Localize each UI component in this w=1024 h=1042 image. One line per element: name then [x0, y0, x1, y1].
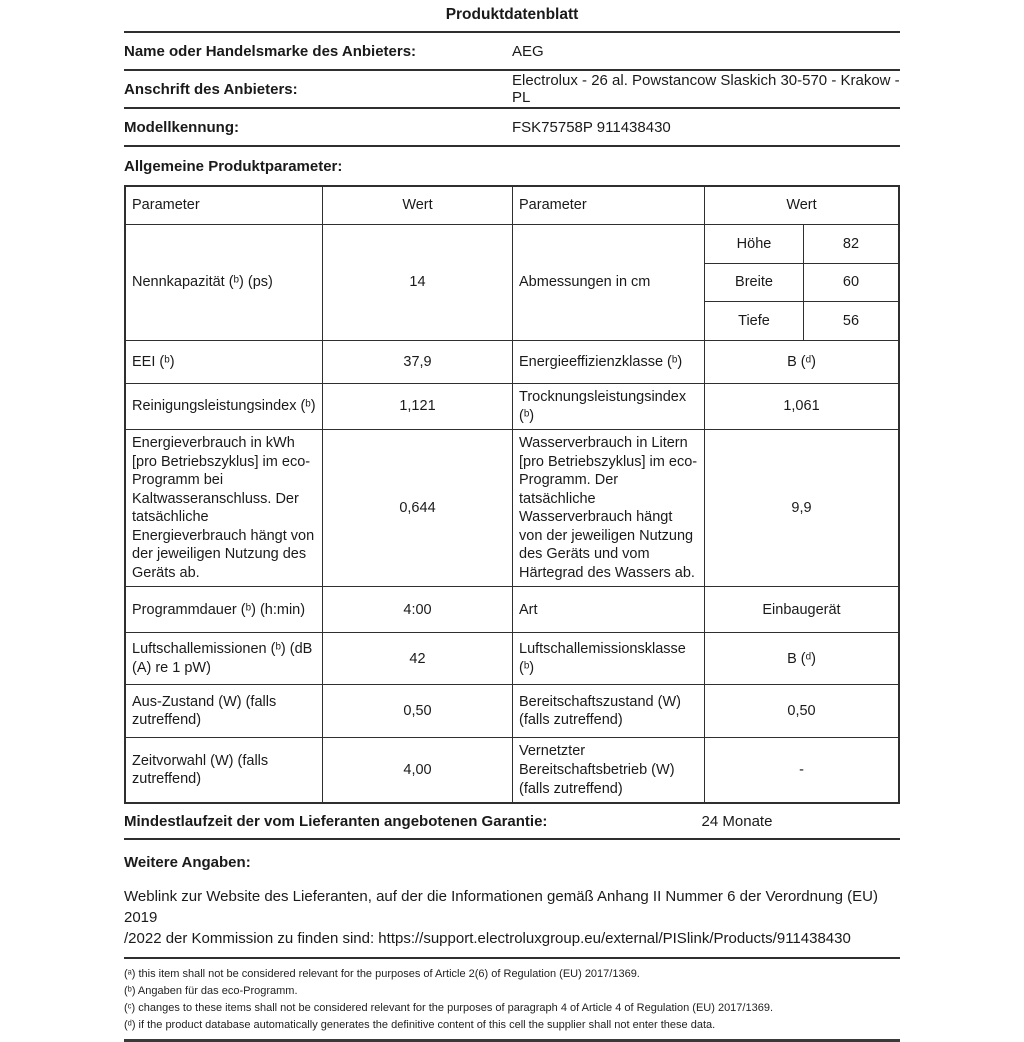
standby-value: 0,50: [704, 685, 898, 737]
drying-index-label: Trocknungsleistungsindex (ᵇ): [512, 384, 704, 429]
supplier-address-label: Anschrift des Anbieters:: [124, 80, 298, 98]
header-wert-left: Wert: [322, 187, 512, 224]
capacity-label: Nennkapazität (ᵇ) (ps): [132, 274, 273, 291]
supplier-address-value: Electrolux - 26 al. Powstancow Slaskich 30-570 - Krakow - PL: [512, 72, 900, 106]
model-identifier-label: Modellkennung:: [124, 118, 239, 136]
supplier-weblink-text: [124, 886, 900, 959]
table-header-row: [126, 187, 898, 224]
guarantee-row: [124, 804, 900, 840]
footnote-d: (ᵈ) if the product database automatically generates the definitive content of this cell the supplier shall not enter these data.: [124, 1019, 716, 1032]
table-row-capacity: [126, 224, 898, 340]
page-title: Produktdatenblatt: [124, 6, 900, 33]
guarantee-label: Mindestlaufzeit der vom Lieferanten angebotenen Garantie:: [124, 812, 548, 830]
dimension-depth-label: Tiefe: [705, 302, 804, 340]
footnote-a: (ᵃ) this item shall not be considered relevant for the purposes of Article 2(6) of Regulation (EU) 2017/1369.: [124, 968, 640, 981]
footnote-c: (ᶜ) changes to these items shall not be considered relevant for the purposes of paragraph 4 of Article 4 of Regulation (EU) 2017/1369.: [124, 1002, 773, 1015]
delay-start-value: 4,00: [322, 738, 512, 802]
dimension-row-width: [705, 263, 898, 302]
parameters-table: [124, 185, 900, 804]
capacity-value: 14: [322, 225, 512, 340]
dimensions-label: Abmessungen in cm: [512, 225, 704, 340]
energy-class-value: B (ᵈ): [704, 341, 898, 383]
noise-emission-label: Luftschallemissionen (ᵇ) (dB (A) re 1 pW): [132, 641, 313, 676]
off-mode-label: Aus-Zustand (W) (falls zutreffend): [132, 693, 277, 729]
energy-consumption-label: Energieverbrauch in kWh [pro Betriebszyklus] im eco-Programm bei Kaltwasseranschluss. Der tatsächliche Energieverbrauch hängt von der jeweiligen Nutzung des Geräts ab.: [132, 435, 315, 581]
dimension-row-depth: [705, 301, 898, 340]
noise-class-value: B (ᵈ): [704, 633, 898, 684]
type-label: Art: [512, 587, 704, 632]
dimension-row-height: [705, 225, 898, 263]
table-row-eei: [126, 340, 898, 383]
dimension-height-label: Höhe: [705, 225, 804, 263]
header-parameter-right: Parameter: [512, 187, 704, 224]
energy-class-label: Energieeffizienzklasse (ᵇ): [512, 341, 704, 383]
footnote-b: (ᵇ) Angaben für das eco-Programm.: [124, 985, 298, 998]
table-row-delay-start: [126, 737, 898, 802]
cleaning-index-label: Reinigungsleistungsindex (ᵇ): [132, 398, 316, 415]
supplier-name-row: [124, 33, 900, 71]
program-duration-label: Programmdauer (ᵇ) (h:min): [132, 601, 306, 618]
program-duration-value: 4:00: [322, 587, 512, 632]
type-value: Einbaugerät: [704, 587, 898, 632]
noise-emission-value: 42: [322, 633, 512, 684]
general-parameters-heading: Allgemeine Produktparameter:: [124, 158, 343, 175]
table-row-duration: [126, 586, 898, 632]
cleaning-index-value: 1,121: [322, 384, 512, 429]
table-row-indexes: [126, 383, 898, 429]
dimension-depth-value: 56: [842, 312, 860, 329]
table-row-off-mode: [126, 684, 898, 737]
supplier-name-value: AEG: [512, 42, 544, 60]
noise-class-label: Luftschallemissionsklasse (ᵇ): [512, 633, 704, 684]
delay-start-label: Zeitvorwahl (W) (falls zutreffend): [132, 752, 269, 788]
dimension-height-value: 82: [842, 235, 860, 252]
more-info-heading: Weitere Angaben:: [124, 854, 251, 872]
datasheet-page: [124, 0, 900, 1042]
off-mode-value: 0,50: [322, 685, 512, 737]
dimensions-value-group: [704, 225, 898, 340]
supplier-name-label: Name oder Handelsmarke des Anbieters:: [124, 42, 417, 60]
table-row-noise: [126, 632, 898, 684]
model-identifier-value: FSK75758P 911438430: [512, 118, 671, 136]
networked-standby-label: Vernetzter Bereitschaftsbetrieb (W) (falls zutreffend): [512, 738, 704, 802]
energy-consumption-value: 0,644: [322, 430, 512, 586]
guarantee-value: 24 Monate: [701, 812, 773, 830]
water-consumption-value: 9,9: [704, 430, 898, 586]
footnotes-section: [124, 959, 900, 1042]
supplier-address-row: [124, 71, 900, 109]
networked-standby-value: -: [704, 738, 898, 802]
standby-label: Bereitschaftszustand (W) (falls zutreffend): [512, 685, 704, 737]
water-consumption-label: Wasserverbrauch in Litern [pro Betriebszyklus] im eco-Programm. Der tatsächliche Wasserverbrauch hängt von der jeweiligen Nutzung des Geräts und vom Härtegrad des Wassers ab.: [512, 430, 704, 586]
supplier-weblink-line-2: /2022 der Kommission zu finden sind: https://support.electroluxgroup.eu/external/PISlink/Products/911438430: [124, 930, 851, 948]
drying-index-value: 1,061: [704, 384, 898, 429]
eei-label: EEI (ᵇ): [132, 353, 175, 370]
table-row-consumption: [126, 429, 898, 586]
eei-value: 37,9: [322, 341, 512, 383]
model-identifier-row: [124, 109, 900, 147]
header-wert-right: Wert: [704, 187, 898, 224]
header-parameter-left: Parameter: [132, 197, 200, 214]
dimension-width-label: Breite: [705, 264, 804, 302]
supplier-weblink-line-1: Weblink zur Website des Lieferanten, auf der die Informationen gemäß Anhang II Nummer 6 der Verordnung (EU) 2019: [124, 888, 879, 927]
dimension-width-value: 60: [842, 274, 860, 291]
